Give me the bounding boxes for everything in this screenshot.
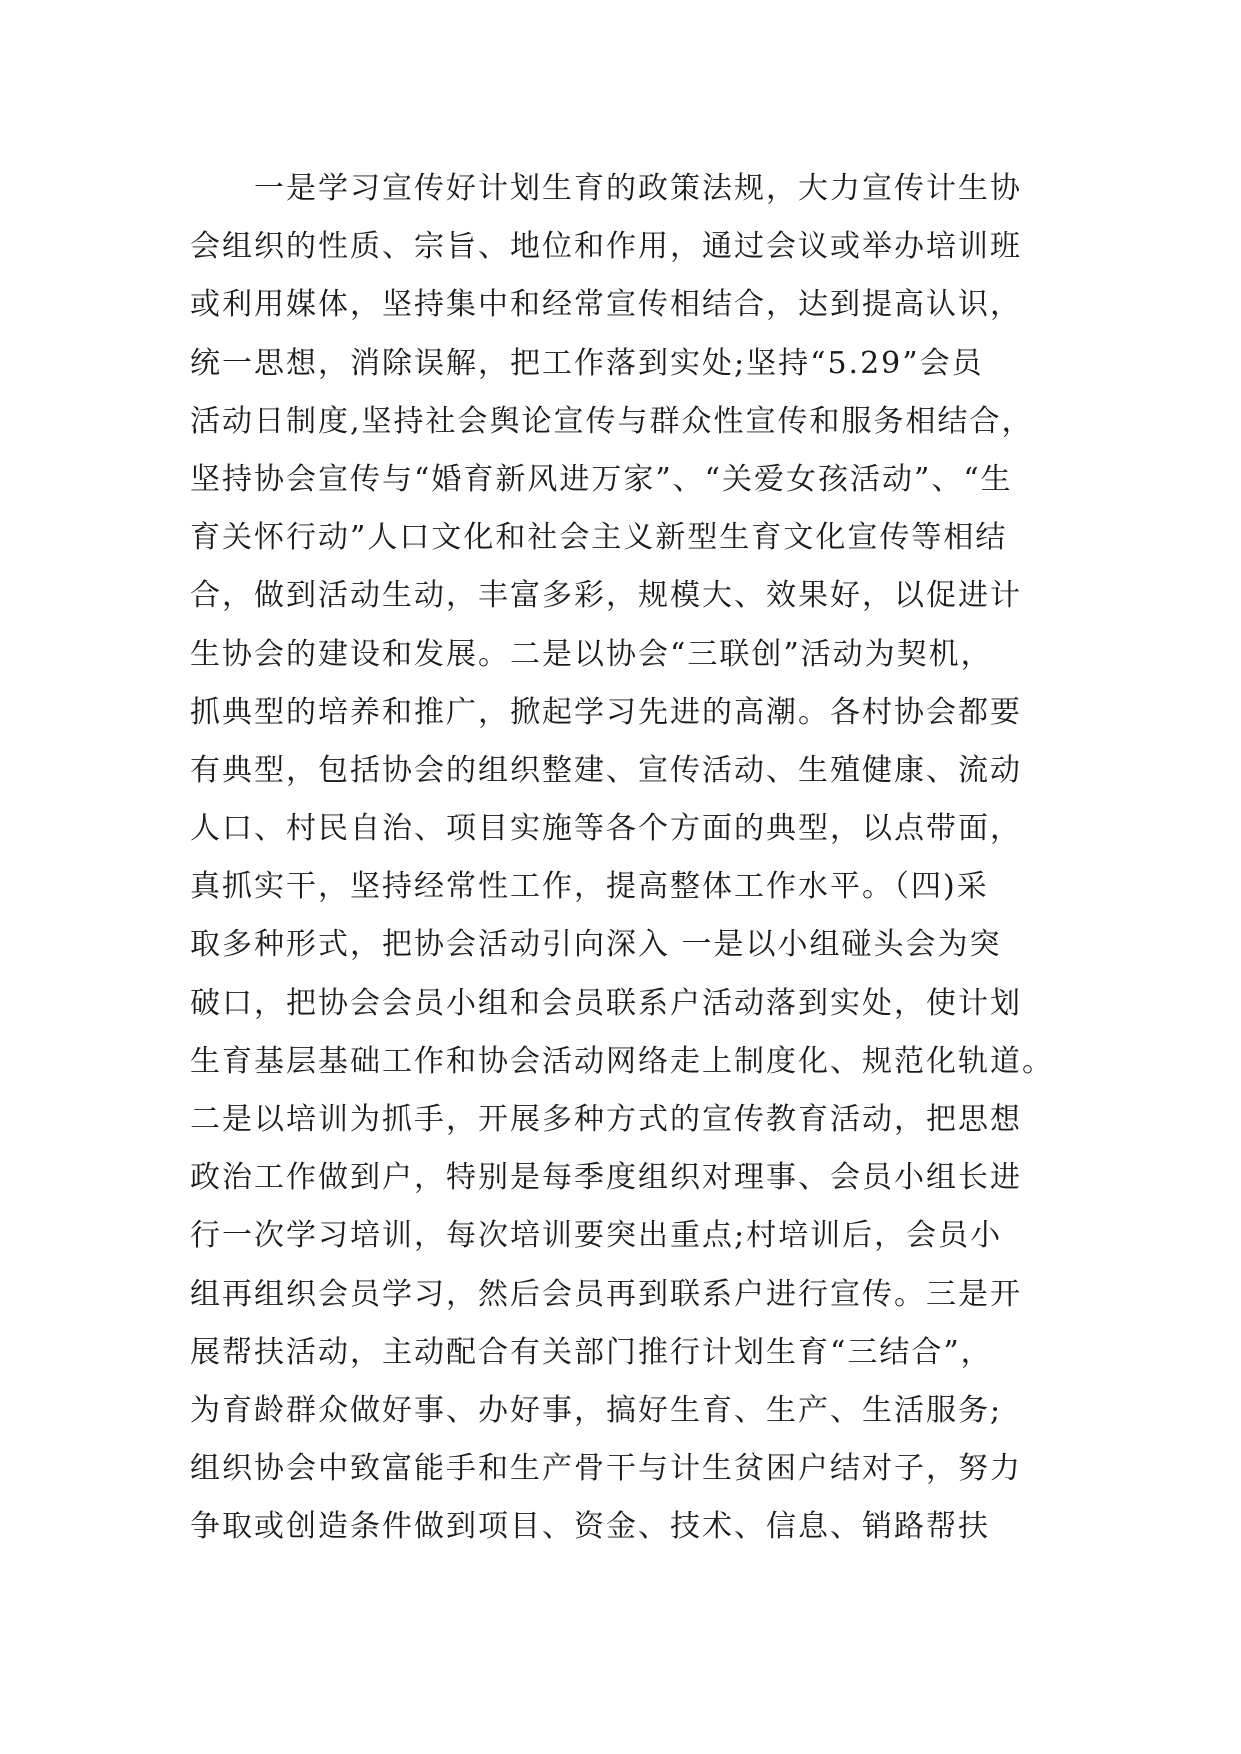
text-line: 为育龄群众做好事、办好事，搞好生育、生产、生活服务; xyxy=(190,1392,1003,1428)
text-line: 抓典型的培养和推广，掀起学习先进的高潮。各村协会都要 xyxy=(190,694,1022,730)
text-line: 政治工作做到户，特别是每季度组织对理事、会员小组长进 xyxy=(190,1160,1022,1196)
text-line: 真抓实干，坚持经常性工作，提高整体工作水平。（四)采 xyxy=(190,869,989,905)
text-line: 组织协会中致富能手和生产骨干与计生贫困户结对子，努力 xyxy=(190,1451,1022,1487)
text-line: 一是学习宣传好计划生育的政策法规，大力宣传计生协 xyxy=(190,171,1022,206)
text-line: 破口，把协会会员小组和会员联系户活动落到实处，使计划 xyxy=(190,985,1022,1021)
text-line: 活动日制度,坚持社会舆论宣传与群众性宣传和服务相结合， xyxy=(190,403,1034,439)
text-line: 展帮扶活动，主动配合有关部门推行计划生育“三结合”， xyxy=(190,1334,993,1370)
text-line: 育关怀行动”人口文化和社会主义新型生育文化宣传等相结 xyxy=(190,520,1008,556)
text-line: 生协会的建设和发展。二是以协会“三联创”活动为契机， xyxy=(190,636,993,672)
text-line: 坚持协会宣传与“婚育新风进万家”、“关爱女孩活动”、“生 xyxy=(190,461,1013,497)
text-line: 二是以培训为抓手，开展多种方式的宣传教育活动，把思想 xyxy=(190,1102,1022,1137)
text-line: 争取或创造条件做到项目、资金、技术、信息、销路帮扶 xyxy=(190,1509,990,1545)
text-line: 人口、村民自治、项目实施等各个方面的典型，以点带面， xyxy=(190,811,1022,847)
text-line: 取多种形式，把协会活动引向深入 一是以小组碰头会为突 xyxy=(190,927,1002,963)
text-line: 会组织的性质、宗旨、地位和作用，通过会议或举办培训班 xyxy=(190,229,1022,265)
text-line: 组再组织会员学习，然后会员再到联系户进行宣传。三是开 xyxy=(190,1276,1022,1312)
text-line: 生育基层基础工作和协会活动网络走上制度化、规范化轨道。 xyxy=(190,1043,1054,1079)
text-line: 行一次学习培训，每次培训要突出重点;村培训后，会员小 xyxy=(190,1218,1003,1254)
body-text xyxy=(190,160,1070,1557)
text-line: 合，做到活动生动，丰富多彩，规模大、效果好，以促进计 xyxy=(190,578,1022,614)
text-line: 或利用媒体，坚持集中和经常宣传相结合，达到提高认识， xyxy=(190,287,1022,323)
text-line: 有典型，包括协会的组织整建、宣传活动、生殖健康、流动 xyxy=(190,752,1022,788)
text-line: 统一思想，消除误解，把工作落到实处;坚持“5.29”会员 xyxy=(190,345,984,381)
